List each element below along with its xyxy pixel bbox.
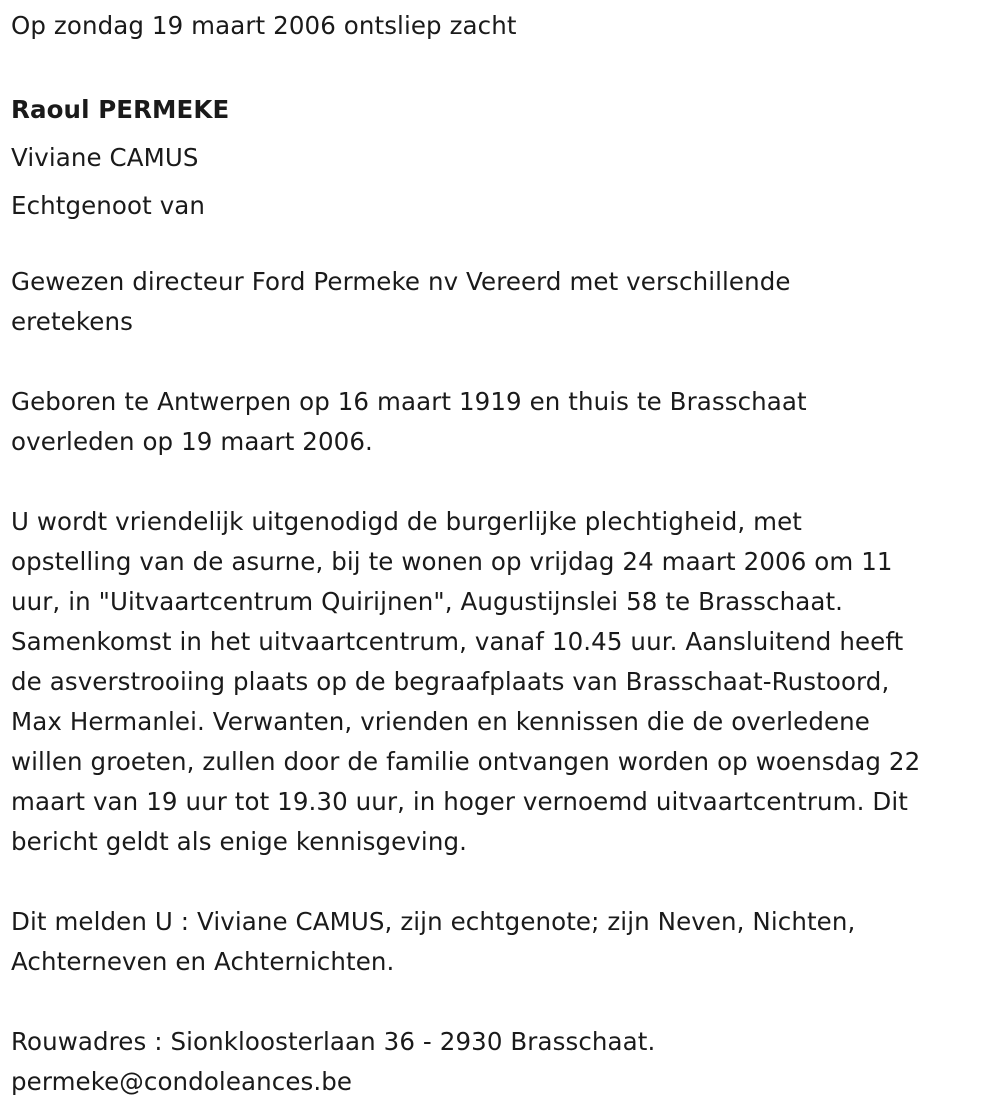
partner-name: Viviane CAMUS <box>11 143 199 172</box>
mourning-address: Rouwadres : Sionkloosterlaan 36 - 2930 Brasschaat. <box>11 1027 656 1056</box>
ceremony-line: de asverstrooiing plaats op de begraafplaats van Brasschaat-Rustoord, <box>11 667 890 696</box>
ceremony-line: Samenkomst in het uitvaartcentrum, vanaf 10.45 uur. Aansluitend heeft <box>11 627 904 656</box>
ceremony-line: opstelling van de asurne, bij te wonen op vrijdag 24 maart 2006 om 11 <box>11 547 893 576</box>
ceremony-line: Max Hermanlei. Verwanten, vrienden en kennissen die de overledene <box>11 707 870 736</box>
announcers-paragraph <box>11 902 990 982</box>
ceremony-line: U wordt vriendelijk uitgenodigd de burgerlijke plechtigheid, met <box>11 507 802 536</box>
relation-line: Echtgenoot van <box>11 191 206 220</box>
intro-line: Op zondag 19 maart 2006 ontsliep zacht <box>11 11 517 40</box>
description-line: Gewezen directeur Ford Permeke nv Vereerd met verschillende <box>11 267 791 296</box>
announcers-line: Achterneven en Achternichten. <box>11 947 395 976</box>
ceremony-line: bericht geldt als enige kennisgeving. <box>11 827 467 856</box>
description-line: eretekens <box>11 307 133 336</box>
ceremony-line: willen groeten, zullen door de familie ontvangen worden op woensdag 22 <box>11 747 921 776</box>
ceremony-paragraph <box>11 502 990 862</box>
description-paragraph <box>11 262 990 342</box>
birth-death-line: Geboren te Antwerpen op 16 maart 1919 en thuis te Brasschaat <box>11 387 807 416</box>
ceremony-line: uur, in "Uitvaartcentrum Quirijnen", Augustijnslei 58 te Brasschaat. <box>11 587 844 616</box>
contact-paragraph <box>11 1022 990 1102</box>
condolence-email[interactable]: permeke@condoleances.be <box>11 1067 353 1096</box>
ceremony-line: maart van 19 uur tot 19.30 uur, in hoger vernoemd uitvaartcentrum. Dit <box>11 787 908 816</box>
announcers-line: Dit melden U : Viviane CAMUS, zijn echtgenote; zijn Neven, Nichten, <box>11 907 856 936</box>
birth-death-line: overleden op 19 maart 2006. <box>11 427 373 456</box>
birth-death-paragraph <box>11 382 990 462</box>
deceased-name: Raoul PERMEKE <box>11 95 230 124</box>
